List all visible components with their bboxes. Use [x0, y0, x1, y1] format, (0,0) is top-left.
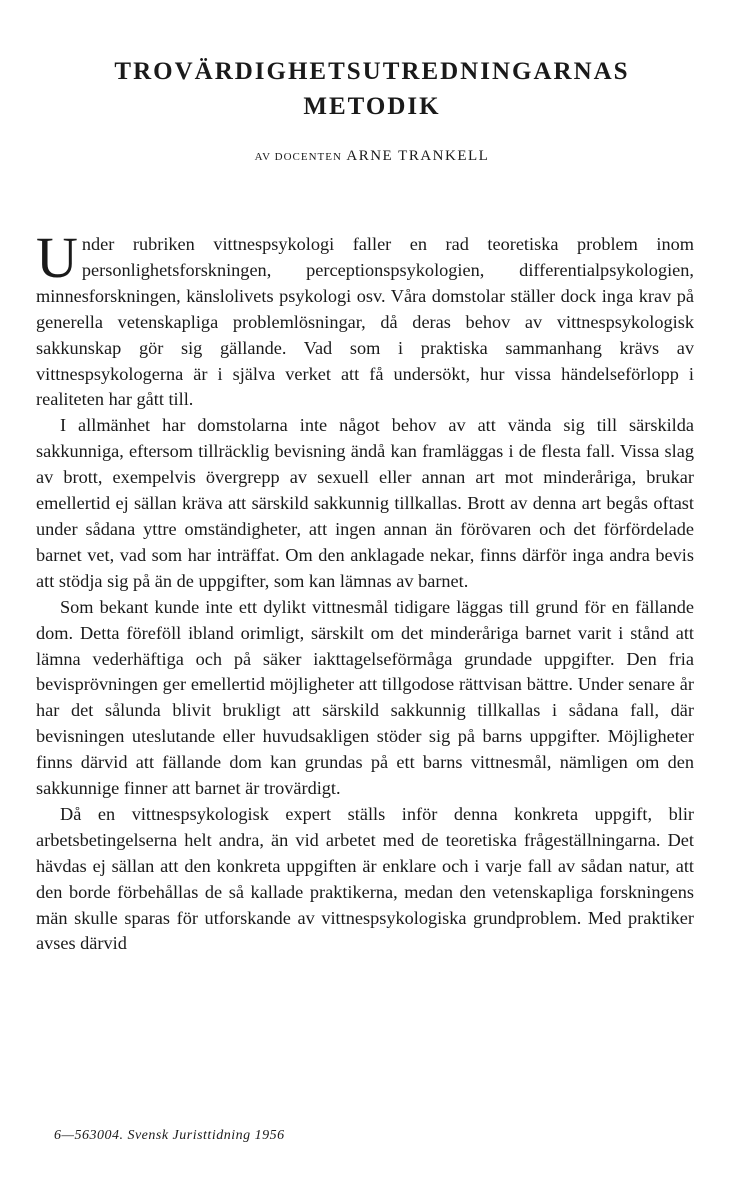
drop-cap: U	[36, 225, 78, 290]
paragraph-2: I allmänhet har domstolarna inte något behov av att vända sig till särskilda sakkunniga, eftersom tillräcklig bevisning ändå kan framläggas i de flesta fall. Vissa slag av brott, exempelvis övergrepp av sexuell eller annan art mot minderåriga, brukar emellertid ej sällan kräva att särskild sakkunnig tillkallas. Brott av denna art begås oftast under sådana yttre omständigheter, att ingen annan än förövaren och det förfördelade barnet vet, vad som har inträffat. Om den anklagade nekar, finns därför inga andra bevis att stödja sig på än de uppgifter, som kan lämnas av barnet.	[36, 415, 694, 591]
article-title-line-2: METODIK	[303, 93, 441, 120]
byline-prefix: AV DOCENTEN	[254, 151, 342, 163]
article-body	[36, 225, 694, 957]
byline-author: ARNE TRANKELL	[346, 148, 490, 164]
paragraph-3: Som bekant kunde inte ett dylikt vittnesmål tidigare läggas till grund för en fällande dom. Detta föreföll ibland orimligt, särskilt om det minderåriga barnet varit i stånd att lämna vederhäftiga och på säker iakttagelseförmåga grundade uppgifter. Den fria bevisprövningen ger emellertid möjligheter att tillgodose rättvisan bättre. Under senare år har det sålunda blivit brukligt att särskild sakkunnig tillkallas i sådana fall, där bevisningen uteslutande eller huvudsakligen stöder sig på barns uppgifter. Möjligheter finns därvid att fällande dom kan grundas på ett barns vittnesmål, nämligen om den sakkunnige finner att barnet är trovärdigt.	[36, 596, 694, 799]
article-title-line-1: TROVÄRDIGHETSUTREDNINGARNAS	[114, 58, 630, 85]
paragraph-1	[36, 225, 694, 413]
page-footer-signature: 6—563004. Svensk Juristtidning 1956	[54, 1128, 285, 1143]
paragraph-1-text: nder rubriken vittnespsykologi faller en rad teoretiska problem inom personlighetsforskningen, perceptionspsykologien, differentialpsykologien, minnesforskningen, känslolivets psykologi osv. Våra domstolar ställer dock inga krav på generella vetenskapliga problemlösningar, då deras behov av vittnespsykologisk sakkunskap gör sig gällande. Vad som i praktiska sammanhang krävs av vittnespsykologerna är i själva verket att få undersökt, hur vissa händelseförlopp i realiteten har gått till.	[36, 234, 694, 410]
author-byline	[0, 148, 744, 165]
paragraph-4: Då en vittnespsykologisk expert ställs inför denna konkreta uppgift, blir arbetsbetingelserna helt andra, än vid arbetet med de teoretiska frågeställningarna. Det hävdas ej sällan att den konkreta uppgiften är enklare och i varje fall av sådan natur, att den borde förbehållas de så kallade praktikerna, medan den vetenskapliga forskningens män skulle sparas för utforskande av vittnespsykologiska grundproblem. Med praktiker avses därvid	[36, 803, 694, 954]
